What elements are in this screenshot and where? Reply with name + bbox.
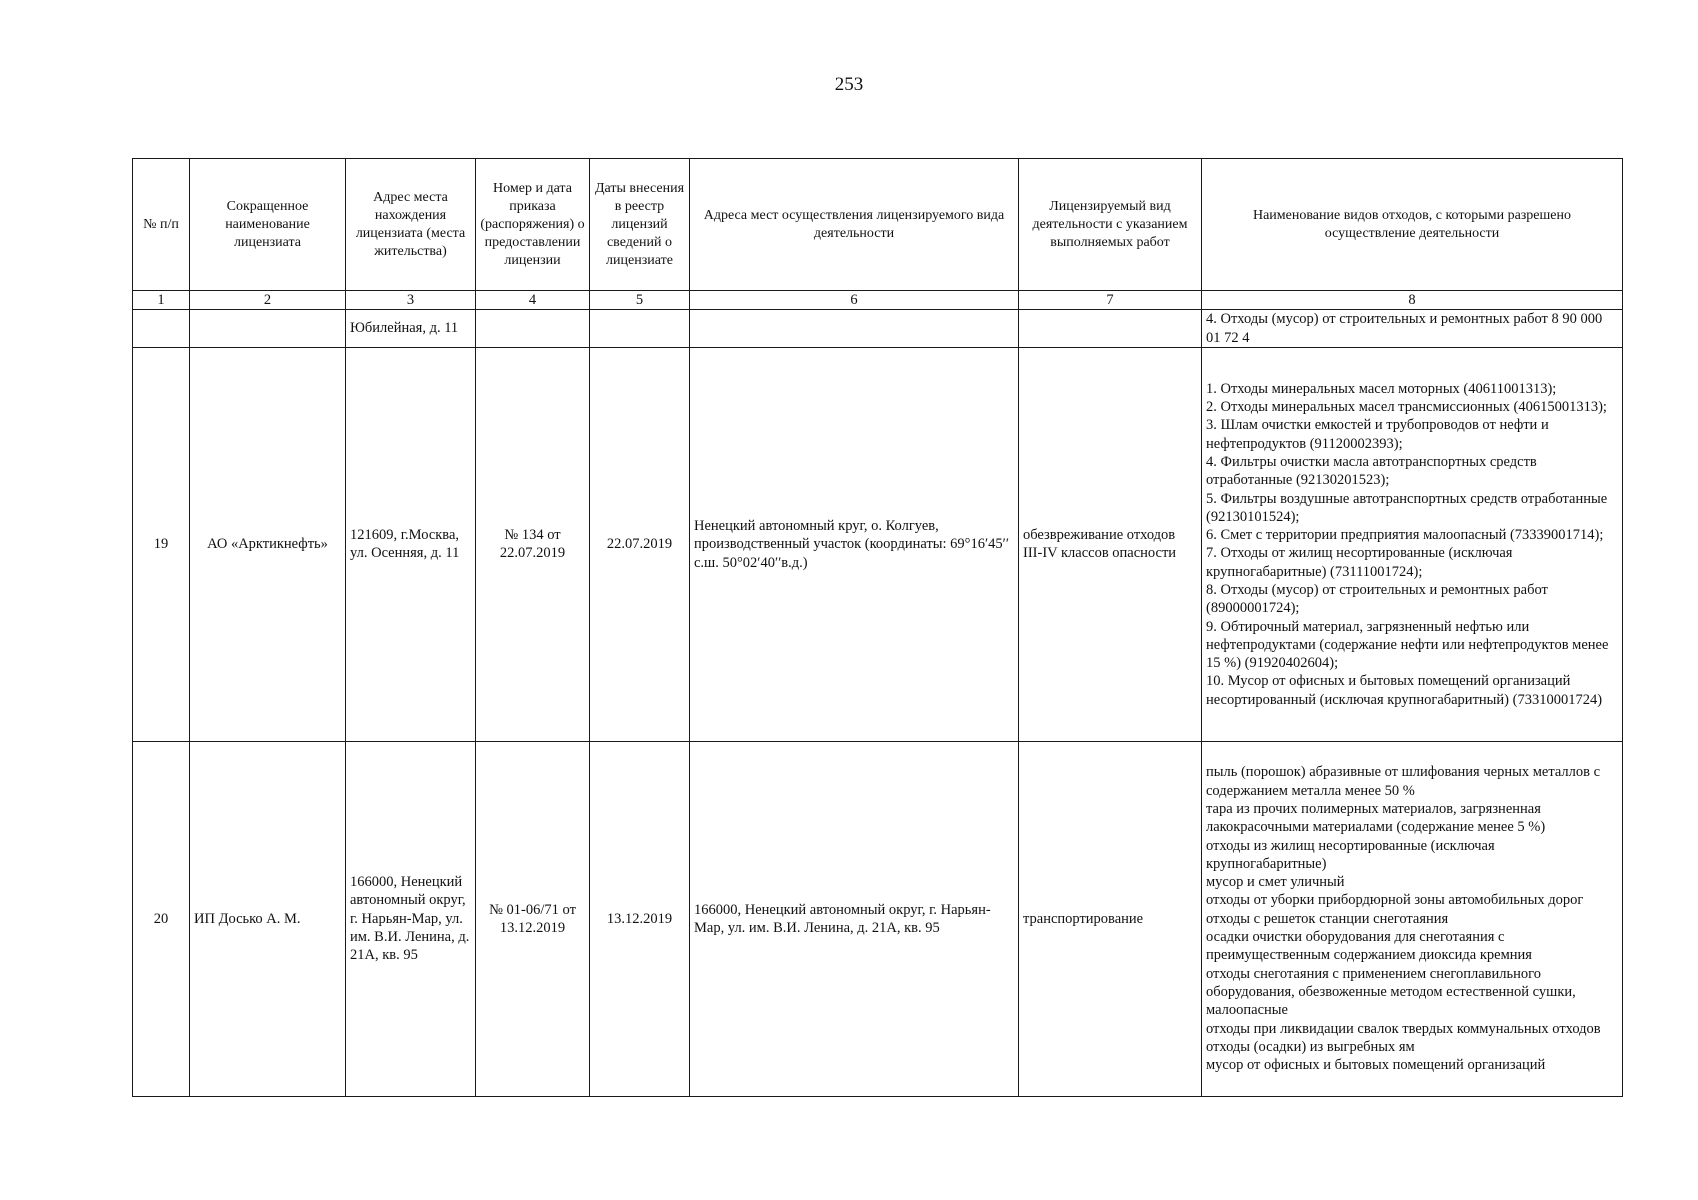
waste-item: тара из прочих полимерных материалов, загрязненная лакокрасочными материалами (содержание менее 5 %) — [1206, 800, 1546, 836]
header-registry-date: Даты внесения в реестр лицензий сведений о лицензиате — [590, 159, 690, 291]
waste-item: 3. Шлам очистки емкостей и трубопроводов от нефти и нефтепродуктов (91120002393); — [1206, 417, 1549, 452]
waste-item: 8. Отходы (мусор) от строительных и ремонтных работ (89000001724); — [1206, 581, 1548, 617]
waste-item: отходы из жилищ несортированные (исключая крупногабаритные) — [1206, 837, 1495, 872]
continuation-row — [133, 310, 1623, 348]
column-number: 6 — [690, 291, 1019, 310]
column-number: 2 — [190, 291, 346, 310]
page-number: 253 — [834, 74, 864, 95]
header-row — [133, 159, 1623, 291]
activity-type: обезвреживание отходов III-IV классов опасности — [1019, 347, 1202, 741]
waste-item: 10. Мусор от офисных и бытовых помещений организаций несортированный (исключая крупногабаритный) (73310001724) — [1206, 673, 1603, 708]
waste-item: мусор и смет уличный — [1206, 874, 1345, 891]
waste-item: 5. Фильтры воздушные автотранспортных средств отработанные (92130101524); — [1206, 490, 1608, 525]
continuation-address: Юбилейная, д. 11 — [346, 310, 476, 348]
waste-item: пыль (порошок) абразивные от шлифования черных металлов с содержанием металла менее 50 % — [1206, 764, 1601, 799]
waste-item: 9. Обтирочный материал, загрязненный нефтью или нефтепродуктами (содержание нефти или нефтепродуктов менее 15 %) (91920402604); — [1206, 618, 1609, 672]
table-row — [133, 741, 1623, 1096]
row-number: 20 — [133, 741, 190, 1096]
header-waste-types: Наименование видов отходов, с которыми разрешено осуществление деятельности — [1202, 159, 1623, 291]
activity-places: Ненецкий автономный круг, о. Колгуев, производственный участок (координаты: 69°16′45′′ с.ш. 50°02′40′′в.д.) — [690, 347, 1019, 741]
column-number: 1 — [133, 291, 190, 310]
column-number: 8 — [1202, 291, 1623, 310]
waste-item: отходы с решеток станции снеготаяния — [1206, 910, 1449, 927]
header-num: № п/п — [133, 159, 190, 291]
licensee-address: 121609, г.Москва, ул. Осенняя, д. 11 — [346, 347, 476, 741]
waste-item: мусор от офисных и бытовых помещений организаций — [1206, 1057, 1546, 1074]
row-number: 19 — [133, 347, 190, 741]
header-activity-places: Адреса мест осуществления лицензируемого вида деятельности — [690, 159, 1019, 291]
column-number: 3 — [346, 291, 476, 310]
column-number: 4 — [476, 291, 590, 310]
license-order: № 01-06/71 от 13.12.2019 — [476, 741, 590, 1096]
waste-item: 2. Отходы минеральных масел трансмиссионных (40615001313); — [1206, 399, 1607, 416]
table-row — [133, 347, 1623, 741]
licensee-name: ИП Досько А. М. — [190, 741, 346, 1096]
registry-date: 13.12.2019 — [590, 741, 690, 1096]
waste-item: 4. Фильтры очистки масла автотранспортных средств отработанные (92130201523); — [1206, 453, 1537, 489]
header-licensee-address: Адрес места нахождения лицензиата (места жительства) — [346, 159, 476, 291]
header-order: Номер и дата приказа (распоряжения) о предоставлении лицензии — [476, 159, 590, 291]
licensee-address: 166000, Ненецкий автономный округ, г. Нарьян-Мар, ул. им. В.И. Ленина, д. 21А, кв. 95 — [346, 741, 476, 1096]
column-number: 7 — [1019, 291, 1202, 310]
registry-date: 22.07.2019 — [590, 347, 690, 741]
continuation-waste: 4. Отходы (мусор) от строительных и ремонтных работ 8 90 000 01 72 4 — [1202, 310, 1623, 348]
licensee-name: АО «Арктикнефть» — [190, 347, 346, 741]
activity-type: транспортирование — [1019, 741, 1202, 1096]
header-activity-type: Лицензируемый вид деятельности с указанием выполняемых работ — [1019, 159, 1202, 291]
waste-item: отходы (осадки) из выгребных ям — [1206, 1038, 1415, 1055]
waste-item: 6. Смет с территории предприятия малоопасный (73339001714); — [1206, 527, 1604, 544]
waste-item: отходы от уборки прибордюрной зоны автомобильных дорог — [1206, 892, 1584, 909]
header-licensee-name: Сокращенное наименование лицензиата — [190, 159, 346, 291]
waste-item: осадки очистки оборудования для снеготаяния с преимущественным содержанием диоксида кремния — [1206, 929, 1532, 964]
waste-list — [1202, 741, 1623, 1096]
waste-item: 1. Отходы минеральных масел моторных (40611001313); — [1206, 380, 1557, 397]
activity-places: 166000, Ненецкий автономный округ, г. Нарьян-Мар, ул. им. В.И. Ленина, д. 21А, кв. 95 — [690, 741, 1019, 1096]
waste-item: отходы снеготаяния с применением снегоплавильного оборудования, обезвоженные методом естественной сушки, малоопасные — [1206, 965, 1576, 1019]
waste-item: 7. Отходы от жилищ несортированные (исключая крупногабаритные) (73111001724); — [1206, 545, 1513, 580]
waste-list — [1202, 347, 1623, 741]
column-number: 5 — [590, 291, 690, 310]
waste-item: отходы при ликвидации свалок твердых коммунальных отходов — [1206, 1020, 1601, 1037]
license-registry-table — [132, 158, 1623, 1097]
column-number-row — [133, 291, 1623, 310]
license-order: № 134 от 22.07.2019 — [476, 347, 590, 741]
